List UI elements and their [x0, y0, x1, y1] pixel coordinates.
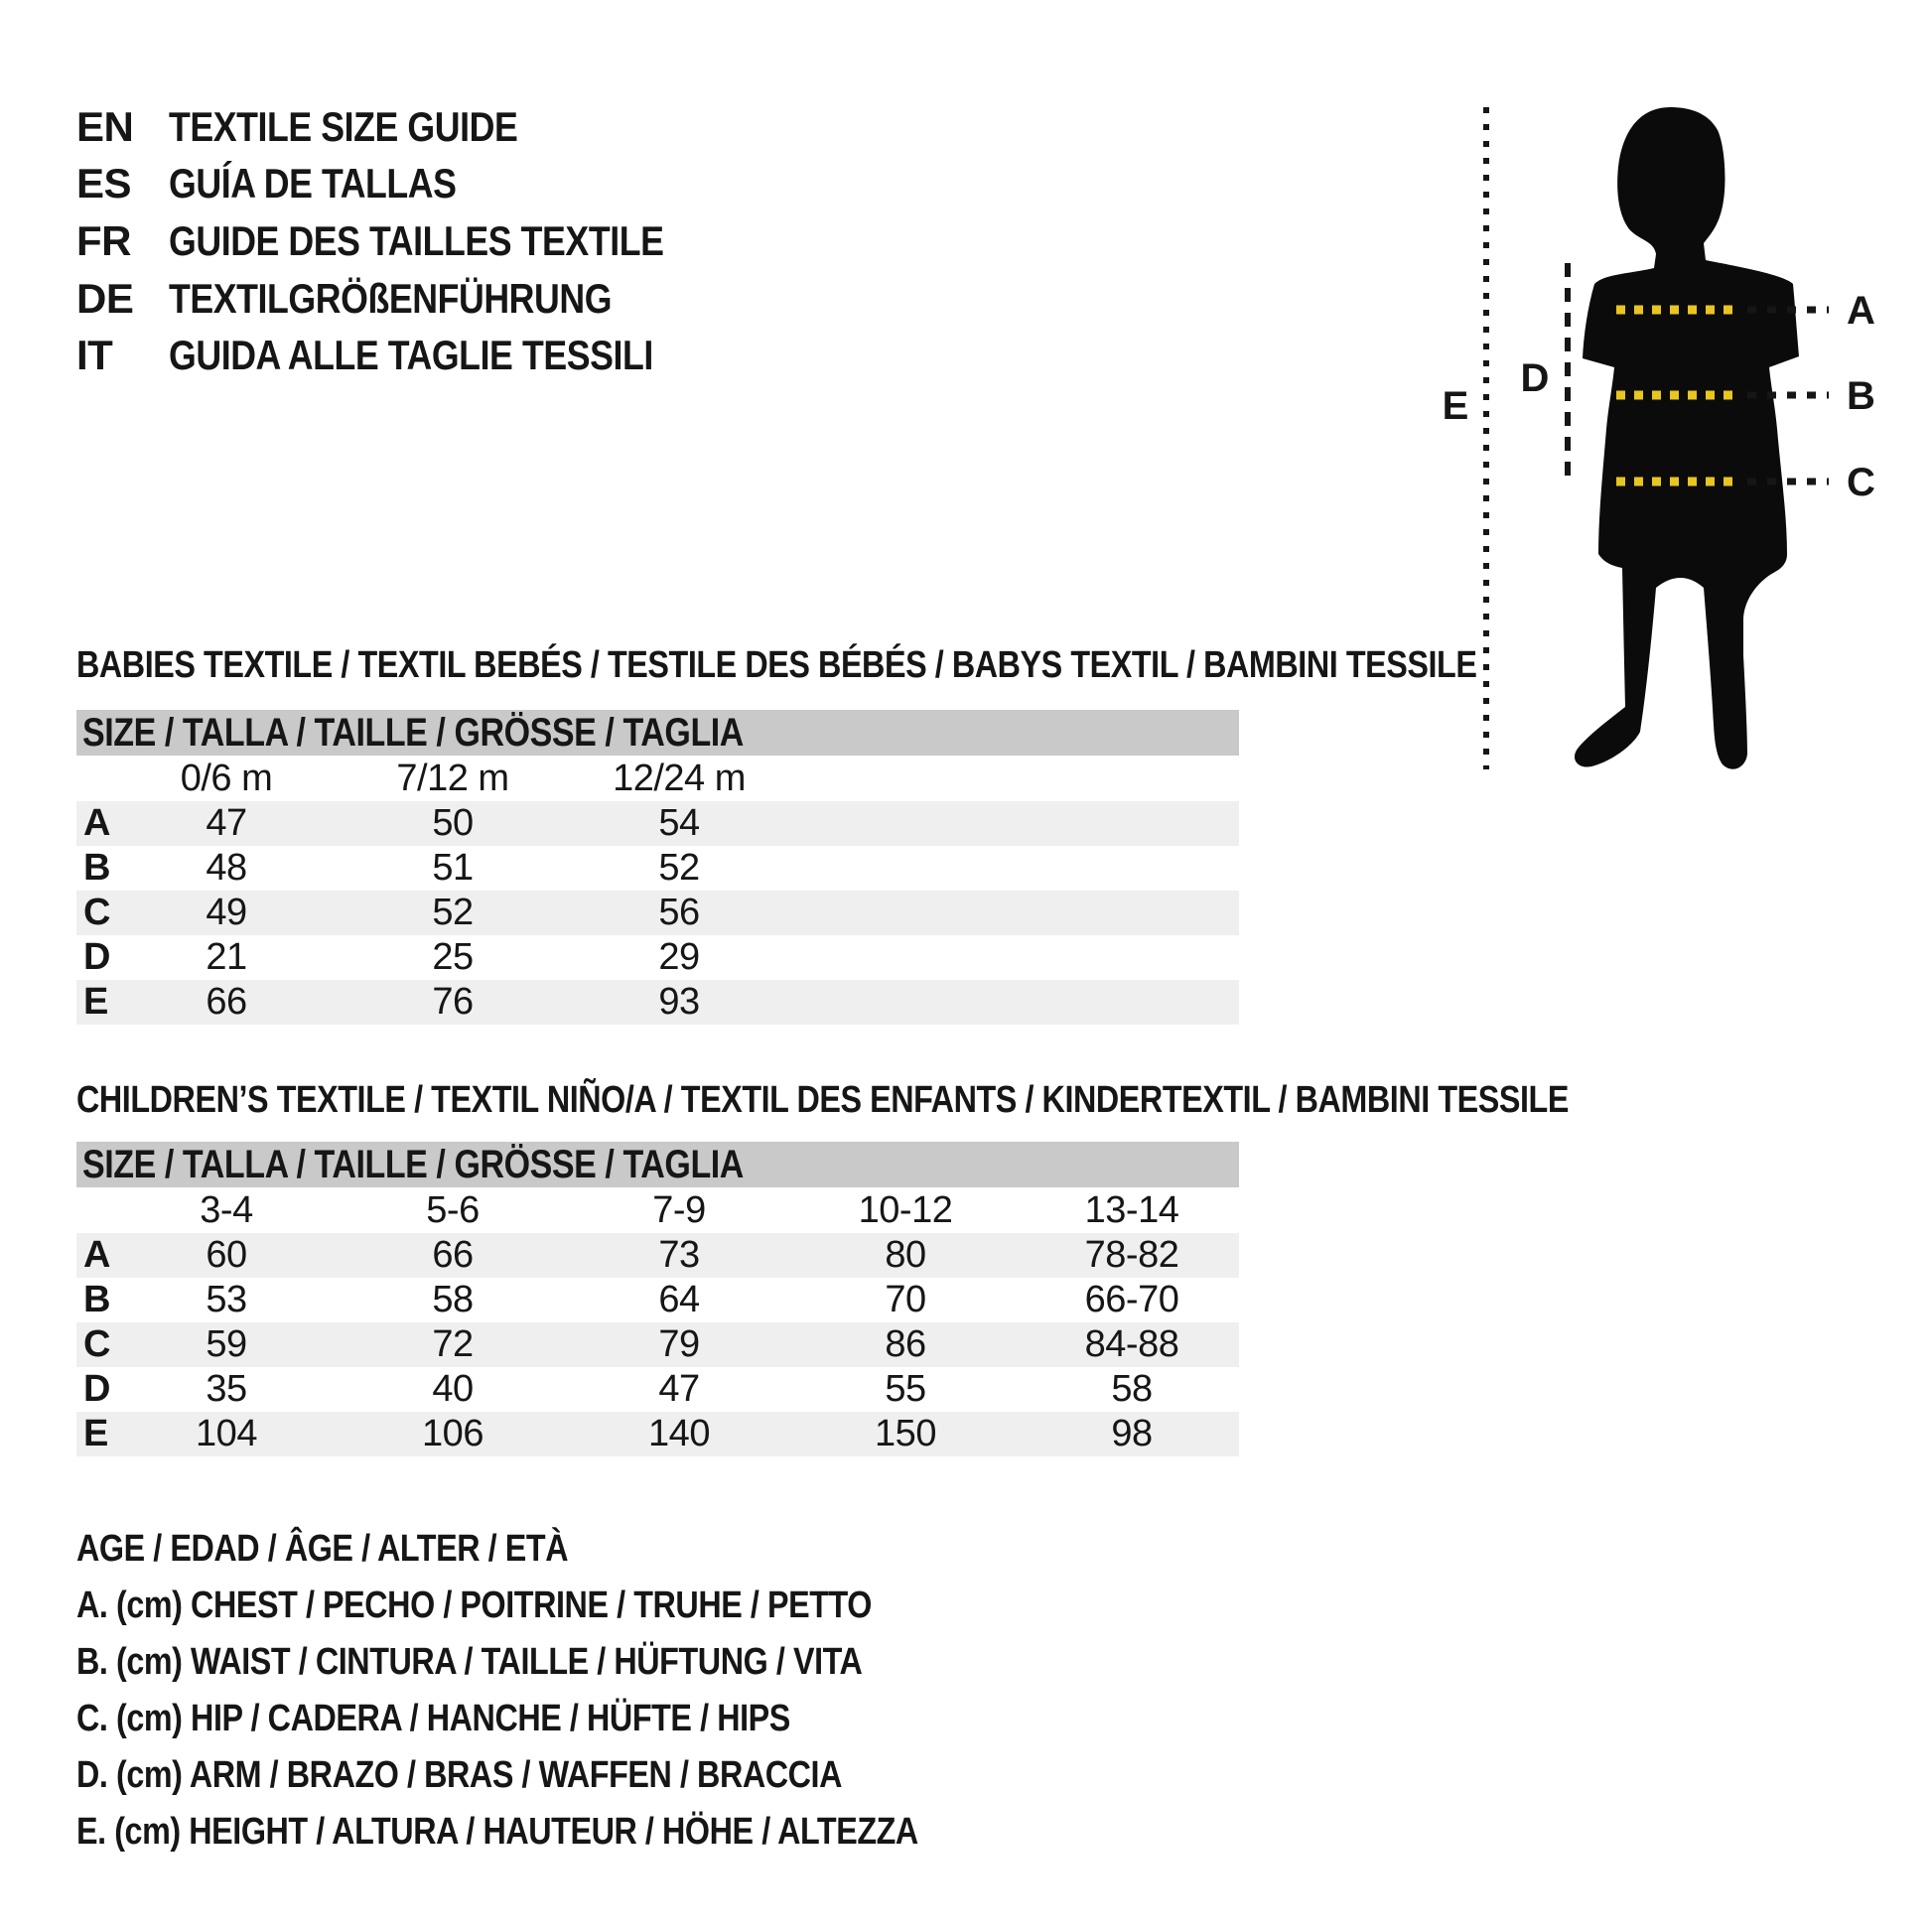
- cell: 66-70: [1084, 1279, 1179, 1320]
- cell: 104: [196, 1413, 257, 1454]
- cell: 56: [658, 892, 700, 933]
- guide-title-de: TEXTILGRÖßENFÜHRUNG: [169, 274, 613, 322]
- row-label: D: [83, 1368, 111, 1410]
- cell: 52: [658, 847, 700, 889]
- legend-text: A. (cm) CHEST / PECHO / POITRINE / TRUHE / PETTO: [76, 1585, 872, 1626]
- legend-text: E. (cm) HEIGHT / ALTURA / HAUTEUR / HÖHE / ALTEZZA: [76, 1811, 918, 1853]
- marker-label-b: B: [1847, 374, 1875, 418]
- cell: 60: [206, 1234, 247, 1276]
- babies-section-heading: [76, 645, 1724, 685]
- size-header-text: SIZE / TALLA / TAILLE / GRÖSSE / TAGLIA: [82, 710, 744, 755]
- row-label: E: [83, 981, 109, 1023]
- language-code: DE: [76, 274, 134, 322]
- legend-arm-line: [76, 1747, 1066, 1804]
- cell: 25: [432, 936, 474, 978]
- cell: 79: [658, 1323, 700, 1365]
- marker-label-c: C: [1847, 461, 1875, 504]
- cell: 47: [206, 802, 247, 844]
- cell: 86: [885, 1323, 926, 1365]
- row-label: D: [83, 936, 111, 978]
- child-silhouette-icon: [1390, 79, 1932, 794]
- table-row-e: [76, 980, 1239, 1025]
- cell: 106: [422, 1413, 483, 1454]
- language-code: ES: [76, 160, 132, 207]
- guide-title-en: TEXTILE SIZE GUIDE: [169, 102, 518, 150]
- children-size-header-bar: [76, 1142, 1239, 1187]
- table-row-c: [76, 1322, 1239, 1367]
- row-label: C: [83, 1323, 111, 1365]
- legend-text: B. (cm) WAIST / CINTURA / TAILLE / HÜFTUNG / VITA: [76, 1641, 863, 1683]
- column-header: 10-12: [858, 1188, 953, 1231]
- legend-height-line: [76, 1804, 1066, 1861]
- children-column-header-row: [76, 1187, 1239, 1233]
- language-row-es: [76, 156, 751, 213]
- cell: 70: [885, 1279, 926, 1320]
- row-label: E: [83, 1413, 109, 1454]
- table-row-d: [76, 935, 1239, 980]
- cell: 47: [658, 1368, 700, 1410]
- table-row-c: [76, 891, 1239, 935]
- row-label: C: [83, 892, 111, 933]
- table-row-a: [76, 1233, 1239, 1278]
- cell: 35: [206, 1368, 247, 1410]
- guide-title-it: GUIDA ALLE TAGLIE TESSILI: [169, 332, 653, 379]
- language-code: IT: [76, 332, 113, 379]
- babies-size-table: [76, 710, 1239, 1025]
- column-header: 7-9: [652, 1188, 706, 1231]
- legend-hip-line: [76, 1691, 1066, 1747]
- language-header: [76, 98, 751, 384]
- guide-title-fr: GUIDE DES TAILLES TEXTILE: [169, 216, 664, 264]
- babies-column-header-row: [76, 756, 1239, 801]
- cell: 51: [432, 847, 474, 889]
- language-code: EN: [76, 102, 134, 150]
- babies-heading-text: BABIES TEXTILE / TEXTIL BEBÉS / TESTILE DES BÉBÉS / BABYS TEXTIL / BAMBINI TESSILE: [76, 644, 1477, 686]
- children-size-table: [76, 1142, 1239, 1456]
- cell: 150: [875, 1413, 936, 1454]
- column-header: 0/6 m: [180, 757, 273, 799]
- cell: 80: [885, 1234, 926, 1276]
- legend-age-line: [76, 1521, 1066, 1578]
- legend-text: AGE / EDAD / ÂGE / ALTER / ETÀ: [76, 1528, 569, 1570]
- size-header-text: SIZE / TALLA / TAILLE / GRÖSSE / TAGLIA: [82, 1142, 744, 1186]
- legend-text: D. (cm) ARM / BRAZO / BRAS / WAFFEN / BRACCIA: [76, 1754, 843, 1796]
- column-header: 7/12 m: [396, 757, 509, 799]
- cell: 98: [1111, 1413, 1153, 1454]
- babies-size-header-bar: [76, 710, 1239, 756]
- table-row-a: [76, 801, 1239, 846]
- cell: 40: [432, 1368, 474, 1410]
- column-header: 13-14: [1084, 1188, 1179, 1231]
- language-row-en: [76, 98, 751, 156]
- cell: 76: [432, 981, 474, 1023]
- cell: 54: [658, 802, 700, 844]
- cell: 50: [432, 802, 474, 844]
- row-label: A: [83, 802, 111, 844]
- marker-label-a: A: [1847, 289, 1875, 333]
- table-row-b: [76, 1278, 1239, 1322]
- measurement-figure: [1390, 79, 1932, 794]
- legend-waist-line: [76, 1634, 1066, 1691]
- column-header: 5-6: [426, 1188, 480, 1231]
- language-row-fr: [76, 212, 751, 270]
- language-code: FR: [76, 216, 131, 264]
- cell: 73: [658, 1234, 700, 1276]
- row-label: B: [83, 1279, 111, 1320]
- column-header: 3-4: [200, 1188, 253, 1231]
- table-row-b: [76, 846, 1239, 891]
- cell: 21: [206, 936, 247, 978]
- column-header: 12/24 m: [613, 757, 746, 799]
- cell: 58: [432, 1279, 474, 1320]
- table-row-e: [76, 1412, 1239, 1456]
- cell: 93: [658, 981, 700, 1023]
- cell: 58: [1111, 1368, 1153, 1410]
- language-row-it: [76, 327, 751, 384]
- cell: 66: [432, 1234, 474, 1276]
- cell: 48: [206, 847, 247, 889]
- measurement-legend: [76, 1521, 1066, 1861]
- cell: 55: [885, 1368, 926, 1410]
- cell: 59: [206, 1323, 247, 1365]
- row-label: A: [83, 1234, 111, 1276]
- row-label: B: [83, 847, 111, 889]
- cell: 64: [658, 1279, 700, 1320]
- guide-title-es: GUÍA DE TALLAS: [169, 160, 457, 207]
- children-heading-text: CHILDREN’S TEXTILE / TEXTIL NIÑO/A / TEXTIL DES ENFANTS / KINDERTEXTIL / BAMBINI TESSILE: [76, 1079, 1569, 1121]
- children-section-heading: [76, 1080, 1832, 1120]
- legend-chest-line: [76, 1578, 1066, 1634]
- legend-text: C. (cm) HIP / CADERA / HANCHE / HÜFTE / HIPS: [76, 1698, 790, 1739]
- cell: 140: [648, 1413, 710, 1454]
- cell: 53: [206, 1279, 247, 1320]
- cell: 78-82: [1084, 1234, 1179, 1276]
- cell: 72: [432, 1323, 474, 1365]
- table-row-d: [76, 1367, 1239, 1412]
- marker-label-d: D: [1520, 356, 1550, 400]
- cell: 49: [206, 892, 247, 933]
- language-row-de: [76, 270, 751, 328]
- cell: 52: [432, 892, 474, 933]
- cell: 84-88: [1084, 1323, 1179, 1365]
- marker-label-e: E: [1442, 384, 1469, 428]
- cell: 66: [206, 981, 247, 1023]
- cell: 29: [658, 936, 700, 978]
